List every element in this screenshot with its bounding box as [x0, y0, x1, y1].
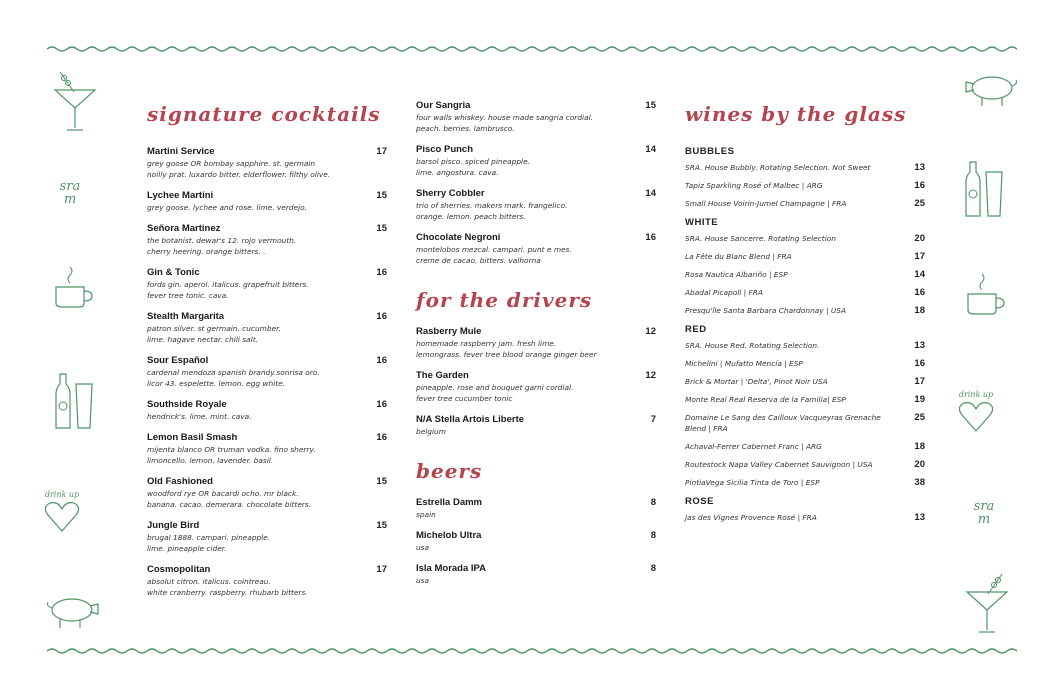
sra-text: sra: [59, 179, 81, 194]
wine-row: [685, 251, 925, 262]
item-price: 16: [376, 311, 387, 322]
item-description: usa: [416, 543, 430, 552]
martini-glass-icon-right: [962, 572, 1012, 636]
wine-section-heading: ROSE: [685, 496, 714, 507]
wine-name: SRA. House Bubbly. Rotating Selection. Not Sweet: [685, 163, 871, 172]
item-price: 7: [650, 414, 656, 425]
wine-name: SRA. House Sancerre. Rotating Selection: [685, 234, 836, 243]
wine-price: 20: [914, 459, 925, 470]
item-description: lime. angostura. cava.: [416, 168, 499, 177]
menu-item: [416, 497, 656, 520]
item-price: 16: [376, 399, 387, 410]
menu-item: [416, 188, 656, 222]
item-price: 14: [645, 144, 656, 155]
wine-row: [685, 394, 925, 405]
item-name: Sour Español: [147, 355, 209, 366]
item-description: montelobos mezcal. campari. punt e mes.: [416, 245, 572, 254]
wine-name: PintiaVega Sicilia Tinta de Toro | ESP: [685, 478, 820, 487]
menu-item: [416, 414, 656, 437]
item-name: Sherry Cobbler: [416, 188, 485, 199]
menu-item: [147, 520, 387, 554]
pig-icon: [44, 592, 104, 630]
menu-item: [147, 267, 387, 301]
wine-row: [685, 441, 925, 452]
item-name: Old Fashioned: [147, 476, 213, 487]
wine-name: Jas des Vignes Provence Rosé | FRA: [685, 513, 817, 522]
wine-row: [685, 358, 925, 369]
item-name: The Garden: [416, 370, 469, 381]
wine-row: [685, 198, 925, 209]
wine-name: Small House Voirin-Jumel Champagne | FRA: [685, 199, 847, 208]
item-description: belgium: [416, 427, 446, 436]
item-description: fever tree cucumber tonic: [416, 394, 513, 403]
item-description: grey goose. lychee and rose. lime. verdejo.: [147, 203, 308, 212]
wine-row: [685, 459, 925, 470]
m-text: m: [63, 192, 77, 207]
item-name: Isla Morada IPA: [416, 563, 487, 574]
item-description: barsol pisco. spiced pineapple.: [416, 157, 530, 166]
item-description: usa: [416, 576, 430, 585]
item-description: orange. lemon. peach bitters.: [416, 212, 526, 221]
item-name: Señora Martinez: [147, 223, 221, 234]
item-price: 15: [376, 190, 387, 201]
wine-price: 16: [914, 180, 925, 191]
wine-row: [685, 233, 925, 244]
beers-list: [416, 497, 656, 586]
bottles-icon: [52, 370, 98, 432]
beers-title: beers: [416, 459, 483, 483]
item-description: noilly prat. luxardo bitter. elderflower. filthy olive.: [147, 170, 331, 179]
wine-price: 20: [914, 233, 925, 244]
menu-item: [147, 190, 387, 213]
item-name: Pisco Punch: [416, 144, 474, 155]
wine-row: [685, 512, 925, 523]
drivers-list: [416, 326, 656, 437]
wine-row: [685, 340, 925, 351]
wine-name: Tapiz Sparkling Rosé of Malbec | ARG: [685, 181, 823, 190]
item-price: 17: [376, 146, 387, 157]
item-description: lemongrass. fever tree blood orange ginger beer: [416, 350, 597, 359]
cocktails-title: signature cocktails: [147, 102, 381, 126]
wines-column: [685, 100, 925, 531]
item-name: Martini Service: [147, 146, 215, 157]
wine-name: Michelini | Mufatto Mencía | ESP: [685, 359, 803, 368]
menu-item: [416, 232, 656, 266]
wine-price: 19: [914, 394, 925, 405]
wine-section-heading: RED: [685, 324, 707, 335]
item-description: patron silver. st germain. cucumber.: [147, 324, 281, 333]
item-description: banana. cacao. demerara. chocolate bitters.: [147, 500, 312, 509]
item-description: creme de cacao. bitters. valhorna: [416, 256, 541, 265]
wine-row: [685, 269, 925, 280]
item-description: fever tree tonic. cava.: [147, 291, 229, 300]
wine-section-rose: [685, 496, 925, 523]
item-name: Chocolate Negroni: [416, 232, 501, 243]
item-description: brugal 1888. campari. pineapple.: [147, 533, 271, 542]
item-price: 15: [376, 520, 387, 531]
item-name: Lemon Basil Smash: [147, 432, 238, 443]
bottom-wave-border: [47, 646, 1017, 656]
item-price: 14: [645, 188, 656, 199]
item-description: spain: [416, 510, 436, 519]
item-price: 16: [376, 355, 387, 366]
item-description: cherry heering. orange bitters. .: [147, 247, 266, 256]
item-price: 15: [376, 476, 387, 487]
menu-item: [147, 355, 387, 389]
wine-section-heading: WHITE: [685, 217, 719, 228]
wine-name: Brick & Mortar | 'Delta', Pinot Noir USA: [685, 377, 828, 386]
menu-item: [416, 326, 656, 360]
wine-price: 13: [914, 340, 925, 351]
menu-item: [416, 144, 656, 178]
wine-section-heading: BUBBLES: [685, 146, 735, 157]
wine-price: 13: [914, 162, 925, 173]
wine-name: Monte Real Real Reserva de la Familia| ESP: [685, 395, 846, 404]
item-price: 16: [645, 232, 656, 243]
item-name: Jungle Bird: [147, 520, 200, 531]
bottles-icon-right: [962, 158, 1008, 220]
item-description: trio of sherries. makers mark. frangelico.: [416, 201, 568, 210]
menu-item: [416, 563, 656, 586]
wine-price: 25: [914, 198, 925, 209]
wine-price: 25: [914, 412, 925, 423]
wine-row: [685, 287, 925, 298]
wine-row: [685, 180, 925, 191]
wine-row: [685, 162, 925, 173]
item-description: hendrick's. lime. mint. cava.: [147, 412, 252, 421]
item-price: 16: [376, 267, 387, 278]
item-price: 8: [650, 563, 656, 574]
wine-price: 13: [914, 512, 925, 523]
menu-item: [147, 432, 387, 466]
wine-section-red: [685, 324, 925, 488]
menu-item: [147, 311, 387, 345]
item-description: fords gin. aperol. italicus. grapefruit bitters.: [147, 280, 309, 289]
wine-price: 14: [914, 269, 925, 280]
wine-price: 18: [914, 305, 925, 316]
wine-row: [685, 477, 925, 488]
top-wave-border: [47, 44, 1017, 54]
item-description: licor 43. espelette. lemon. egg white.: [147, 379, 286, 388]
item-description: white cranberry. raspberry. rhubarb bitters.: [147, 588, 308, 597]
drink-up-heart-right: [956, 390, 996, 433]
item-price: 17: [376, 564, 387, 575]
martini-glass-icon: [50, 70, 100, 134]
wine-section-white: [685, 217, 925, 316]
wine-row: [685, 376, 925, 387]
wine-price: 38: [914, 477, 925, 488]
wine-name: SRA. House Red. Rotating Selection.: [685, 341, 820, 350]
wine-price: 18: [914, 441, 925, 452]
coffee-cup-icon-right: [962, 272, 1008, 318]
item-name: Michelob Ultra: [416, 530, 482, 541]
item-description: peach. berries. lambrusco.: [416, 124, 515, 133]
cocktails-drivers-beers-column: [416, 100, 656, 596]
wine-name: Abadal Picapoll | FRA: [685, 288, 763, 297]
item-name: N/A Stella Artois Liberte: [416, 414, 525, 425]
item-description: cardenal mendoza spanish brandy.sonrisa oro.: [147, 368, 320, 377]
item-description: four walls whiskey. house made sangria cordial.: [416, 113, 594, 122]
item-name: Gin & Tonic: [147, 267, 200, 278]
item-description: limoncello. lemon. lavender. basil.: [147, 456, 274, 465]
menu-item: [416, 530, 656, 553]
coffee-cup-icon: [50, 265, 96, 311]
cocktails-column: [147, 100, 387, 608]
menu-item: [147, 399, 387, 422]
item-price: 15: [376, 223, 387, 234]
wine-section-bubbles: [685, 146, 925, 209]
cocktail-list: [147, 146, 387, 598]
item-price: 8: [650, 530, 656, 541]
menu-item: [147, 564, 387, 598]
item-price: 16: [376, 432, 387, 443]
wine-sections: [685, 146, 925, 523]
m-text-right: m: [977, 512, 991, 527]
wine-name: Domaine Le Sang des Cailloux Vacqueyras Grenache Blend | FRA: [685, 413, 881, 433]
item-price: 8: [650, 497, 656, 508]
pig-icon-right: [962, 70, 1022, 108]
sra-text-right: sra: [973, 499, 995, 514]
item-description: absolut citron. italicus. cointreau.: [147, 577, 271, 586]
wine-name: Presqu'île Santa Barbara Chardonnay | USA: [685, 306, 846, 315]
item-name: Estrella Damm: [416, 497, 483, 508]
menu-item: [147, 146, 387, 180]
wine-name: Rosa Nautica Albariño | ESP: [685, 270, 788, 279]
drink-up-text-right: drink up: [958, 390, 994, 399]
item-price: 12: [645, 326, 656, 337]
wines-title: wines by the glass: [685, 102, 907, 126]
item-name: Lychee Martini: [147, 190, 214, 201]
menu-item: [416, 100, 656, 134]
menu-item: [147, 476, 387, 510]
item-description: woodford rye OR bacardi ocho. mr black.: [147, 489, 299, 498]
item-price: 12: [645, 370, 656, 381]
drivers-title: for the drivers: [416, 288, 593, 312]
item-name: Our Sangria: [416, 100, 471, 111]
wine-name: La Fête du Blanc Blend | FRA: [685, 252, 792, 261]
item-description: grey goose OR bombay sapphire. st. germain: [147, 159, 316, 168]
item-name: Southside Royale: [147, 399, 227, 410]
item-description: mijenta blanco OR truman vodka. fino sherry.: [147, 445, 316, 454]
drink-up-heart-left: [42, 490, 82, 533]
item-description: the botanist. dewar's 12. rojo vermouth.: [147, 236, 297, 245]
item-name: Rasberry Mule: [416, 326, 482, 337]
sra-doodle-right: [964, 500, 1004, 526]
menu-item: [147, 223, 387, 257]
wine-name: Routestock Napa Valley Cabernet Sauvignon | USA: [685, 460, 873, 469]
item-description: lime. pineapple cider.: [147, 544, 227, 553]
item-description: lime. hagave nectar. chili salt.: [147, 335, 258, 344]
cocktail-list-continued: [416, 100, 656, 266]
wine-row: [685, 412, 925, 434]
item-price: 15: [645, 100, 656, 111]
wine-name: Achaval-Ferrer Cabernet Franc | ARG: [685, 442, 822, 451]
item-description: homemade raspberry jam. fresh lime.: [416, 339, 557, 348]
sra-doodle-left: [50, 180, 90, 206]
menu-item: [416, 370, 656, 404]
wine-price: 16: [914, 358, 925, 369]
wine-price: 17: [914, 251, 925, 262]
wine-price: 17: [914, 376, 925, 387]
item-name: Stealth Margarita: [147, 311, 225, 322]
item-name: Cosmopolitan: [147, 564, 211, 575]
wine-row: [685, 305, 925, 316]
item-description: pineapple. rose and bouquet garni cordial.: [416, 383, 574, 392]
drink-up-text: drink up: [44, 490, 80, 499]
wine-price: 16: [914, 287, 925, 298]
